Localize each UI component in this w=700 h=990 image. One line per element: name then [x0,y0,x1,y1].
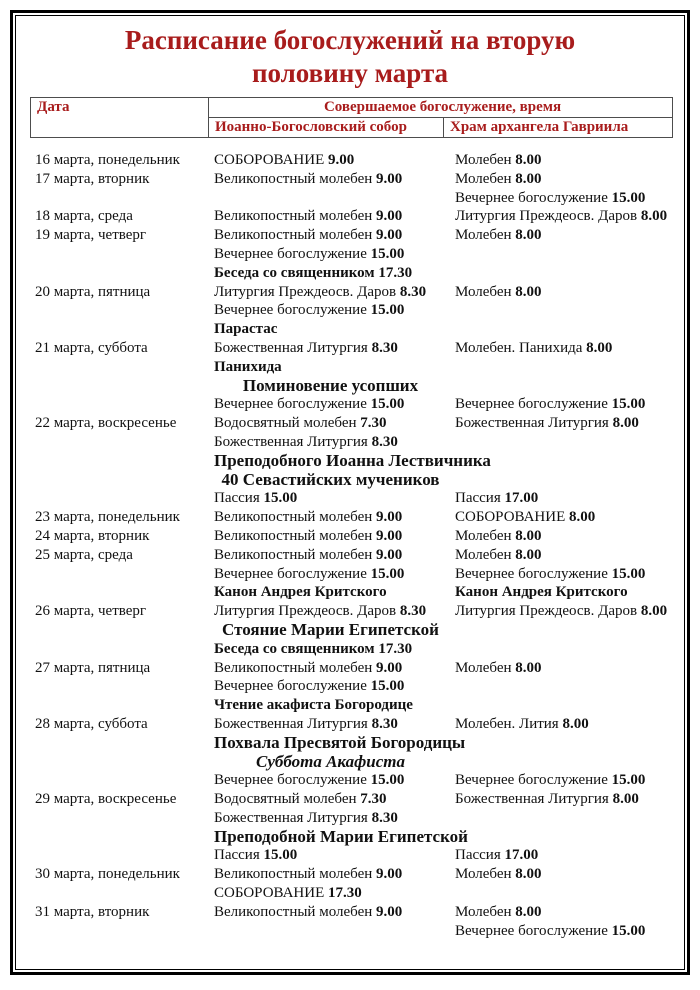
church-service-cell [455,320,683,339]
service-name: СОБОРОВАНИЕ [455,509,570,526]
service-time: 9.00 [376,903,403,920]
service-name: Литургия Преждеосв. Даров [455,603,641,620]
date-cell: 30 марта, понедельник [35,866,180,883]
section-heading: Преподобной Марии Египетской [214,826,468,846]
service-name: СОБОРОВАНИЕ [214,885,329,902]
service-time: 8.00 [515,659,542,676]
table-row [30,508,683,527]
table-row [30,790,683,809]
service-name: Вечернее богослужение [455,396,612,413]
table-row [30,715,683,734]
service-time: 8.30 [399,603,427,620]
cathedral-service-cell [214,414,455,433]
service-time: 8.00 [562,715,589,732]
service-time: 9.00 [376,509,403,526]
date-cell [30,640,214,659]
service-time: 9.00 [376,546,403,563]
service-time: 9.00 [376,170,403,187]
schedule-header-table [30,97,673,138]
date-cell [30,809,214,828]
table-row [30,527,683,546]
service-time: 9.00 [376,866,403,883]
service-time: 15.00 [611,772,646,789]
service-time: 15.00 [611,565,646,582]
service-name: Великопостный молебен [214,546,377,563]
cathedral-service-cell [214,489,455,508]
service-name: Божественная Литургия [214,809,372,826]
service-name: Божественная Литургия [214,339,372,356]
church-service-cell [455,583,683,602]
table-row [30,170,683,189]
service-time: 8.00 [515,170,542,187]
cathedral-service-cell [214,151,455,170]
date-cell [30,245,214,264]
service-time: 8.00 [569,509,596,526]
church-service-cell [455,189,683,208]
service-time: 7.30 [360,791,387,808]
section-heading-row [30,377,683,396]
section-heading: Преподобного Иоанна Лествичника [214,450,491,470]
cathedral-service-cell [214,264,455,283]
service-time: 15.00 [370,302,405,319]
service-name: Вечернее богослужение [455,189,612,206]
church-service-cell [455,922,683,941]
table-row [30,659,683,678]
date-cell: 22 марта, воскресенье [35,415,177,432]
page-title-line1: Расписание богослужений на вторую [124,25,576,55]
table-row [30,922,683,941]
service-name: Чтение акафиста Богородице [214,697,413,714]
church-service-cell [455,546,683,565]
service-name: Литургия Преждеосв. Даров [214,603,400,620]
table-row [30,640,683,659]
date-cell [30,771,214,790]
table-row [30,414,683,433]
service-time: 9.00 [328,152,355,168]
table-row [30,884,683,903]
service-name: Канон Андрея Критского [455,584,628,601]
service-name: Вечернее богослужение [455,565,612,582]
table-row [30,245,683,264]
date-cell [30,884,214,903]
date-cell [30,264,214,283]
service-time: 9.00 [376,527,403,544]
table-row [30,226,683,245]
church-service-cell [455,640,683,659]
service-name: Молебен [455,866,516,883]
cathedral-service-cell [214,207,455,226]
cathedral-service-cell [214,809,455,828]
service-name: Молебен [455,170,516,187]
section-heading: Поминовение усопших [242,375,419,395]
cathedral-service-cell [214,583,455,602]
service-name: Великопостный молебен [214,659,377,676]
table-row [30,583,683,602]
cathedral-service-cell [214,508,455,527]
service-time: 8.30 [371,809,398,826]
header-cathedral-cell: Иоанно-Богословский собор [209,118,444,138]
date-cell: 29 марта, воскресенье [35,791,177,808]
date-cell [30,433,214,452]
service-time: 15.00 [370,772,405,789]
service-name: Канон Андрея Критского [214,584,387,601]
section-heading: Стояние Марии Египетской [222,619,439,639]
service-time: 8.00 [515,546,542,563]
service-time: 15.00 [611,922,646,939]
service-time: 15.00 [263,847,298,864]
date-cell [30,301,214,320]
cathedral-service-cell [214,696,455,715]
header-services-cell: Совершаемое богослужение, время [209,98,673,118]
date-cell: 24 марта, вторник [35,527,150,544]
page-content [17,17,683,940]
church-service-cell [455,659,683,678]
church-service-cell [455,696,683,715]
service-name: Вечернее богослужение [214,302,371,319]
service-name: Вечернее богослужение [214,396,371,413]
church-service-cell [455,846,683,865]
date-cell: 26 марта, четверг [35,603,147,620]
service-name: Водосвятный молебен [214,791,361,808]
cathedral-service-cell [214,283,455,302]
church-service-cell [455,301,683,320]
service-time: 8.30 [399,283,427,300]
date-cell [30,583,214,602]
service-name: Вечернее богослужение [214,245,371,262]
date-cell: 17 марта, вторник [35,170,150,187]
service-time: 8.00 [612,791,639,808]
cathedral-service-cell [214,865,455,884]
date-cell [30,358,214,377]
service-name: Великопостный молебен [214,527,377,544]
date-cell: 23 марта, понедельник [35,509,180,526]
table-row [30,846,683,865]
service-name: Пассия [455,847,505,864]
date-cell [30,395,214,414]
table-row [30,320,683,339]
cathedral-service-cell [214,640,455,659]
service-time: 8.00 [515,903,542,920]
table-row [30,771,683,790]
date-cell: 28 марта, суббота [35,715,148,732]
service-name: Молебен [455,659,516,676]
service-name: СОБОРОВАНИЕ [214,152,329,168]
service-name: Пассия [455,490,505,507]
table-row [30,207,683,226]
header-date-cell: Дата [31,98,209,138]
service-name: Пассия [214,847,264,864]
cathedral-service-cell [214,903,455,922]
schedule-body [30,151,683,940]
service-time: 9.00 [376,208,403,225]
cathedral-service-cell [214,189,455,208]
church-service-cell [455,771,683,790]
church-service-cell [455,226,683,245]
service-time: 8.00 [612,415,639,432]
cathedral-service-cell [214,846,455,865]
church-service-cell [455,358,683,377]
date-cell [30,846,214,865]
service-time: 8.00 [586,339,613,356]
date-cell [30,677,214,696]
table-row [30,301,683,320]
church-service-cell [455,245,683,264]
church-service-cell [455,207,683,226]
table-row [30,339,683,358]
service-name: Вечернее богослужение [214,565,371,582]
service-time: 8.00 [515,527,542,544]
service-time: 8.30 [371,339,398,356]
date-cell [30,696,214,715]
page-title [17,24,683,90]
cathedral-service-cell [214,677,455,696]
cathedral-service-cell [214,884,455,903]
cathedral-service-cell [214,395,455,414]
date-cell: 18 марта, среда [35,208,133,225]
service-name: Великопостный молебен [214,227,377,244]
service-name: Молебен [455,527,516,544]
church-service-cell [455,677,683,696]
cathedral-service-cell [214,358,455,377]
cathedral-service-cell [214,320,455,339]
church-service-cell [455,602,683,621]
page-title-line2: половину марта [251,58,449,88]
cathedral-service-cell [214,715,455,734]
service-name: Великопостный молебен [214,170,377,187]
service-time: 8.30 [371,433,398,450]
table-row [30,602,683,621]
date-cell [30,565,214,584]
service-time: 7.30 [360,415,387,432]
service-name: Великопостный молебен [214,866,377,883]
table-row [30,189,683,208]
service-name: Божественная Литургия [214,433,372,450]
header-row-1 [31,98,673,118]
service-time: 8.00 [640,603,668,620]
service-time: 8.00 [515,283,542,300]
service-name: Вечернее богослужение [455,772,612,789]
church-service-cell [455,790,683,809]
section-heading-row [30,452,683,471]
service-name: Божественная Литургия [214,715,372,732]
table-row [30,151,683,170]
service-name: Вечернее богослужение [214,678,371,695]
service-time: 15.00 [370,678,405,695]
church-service-cell [455,715,683,734]
cathedral-service-cell [214,602,455,621]
section-heading-row [30,828,683,847]
table-row [30,546,683,565]
table-row [30,283,683,302]
service-name: Молебен [455,152,516,168]
cathedral-service-cell [214,546,455,565]
service-time: 17.30 [378,264,413,281]
date-cell: 27 марта, пятница [35,659,151,676]
cathedral-service-cell [214,790,455,809]
section-heading: Похвала Пресвятой Богородицы [214,732,466,752]
header-church-cell: Храм архангела Гавриила [444,118,673,138]
section-heading-row [30,753,683,772]
service-name: Божественная Литургия [455,791,613,808]
church-service-cell [455,395,683,414]
service-name: Молебен. Панихида [455,339,587,356]
section-heading-row [30,621,683,640]
service-name: Молебен [455,903,516,920]
service-time: 17.30 [378,640,413,657]
service-name: Беседа со священником [214,640,379,657]
section-heading-row [30,471,683,490]
service-time: 15.00 [370,565,405,582]
church-service-cell [455,903,683,922]
cathedral-service-cell [214,922,455,941]
service-time: 15.00 [611,396,646,413]
service-name: Беседа со священником [214,264,379,281]
section-heading: Суббота Акафиста [255,751,406,771]
service-time: 8.00 [640,208,668,225]
church-service-cell [455,170,683,189]
service-time: 17.30 [328,885,362,902]
cathedral-service-cell [214,565,455,584]
service-name: Божественная Литургия [455,415,613,432]
table-row [30,489,683,508]
date-cell: 19 марта, четверг [35,227,147,244]
service-name: Молебен. Лития [455,715,563,732]
church-service-cell [455,865,683,884]
cathedral-service-cell [214,170,455,189]
service-name: Литургия Преждеосв. Даров [455,208,641,225]
church-service-cell [455,151,683,170]
table-row [30,433,683,452]
church-service-cell [455,414,683,433]
service-time: 9.00 [376,227,403,244]
table-row [30,565,683,584]
date-cell: 21 марта, суббота [35,339,148,356]
table-row [30,264,683,283]
section-heading-row [30,734,683,753]
date-cell [30,922,214,941]
service-name: Панихида [214,358,282,375]
church-service-cell [455,489,683,508]
service-name: Вечернее богослужение [214,772,371,789]
table-row [30,903,683,922]
service-time: 8.00 [515,152,542,168]
church-service-cell [455,283,683,302]
cathedral-service-cell [214,771,455,790]
service-time: 15.00 [263,490,298,507]
church-service-cell [455,433,683,452]
service-time: 8.30 [371,715,398,732]
cathedral-service-cell [214,433,455,452]
service-name: Водосвятный молебен [214,415,361,432]
service-time: 9.00 [376,659,403,676]
service-name: Молебен [455,283,516,300]
date-cell: 25 марта, среда [35,546,133,563]
date-cell: 31 марта, вторник [35,903,150,920]
date-cell [30,189,214,208]
cathedral-service-cell [214,226,455,245]
date-cell: 20 марта, пятница [35,283,151,300]
date-cell [30,489,214,508]
service-time: 8.00 [515,227,542,244]
church-service-cell [455,527,683,546]
service-name: Великопостный молебен [214,208,377,225]
service-time: 15.00 [370,245,405,262]
cathedral-service-cell [214,301,455,320]
service-name: Пассия [214,490,264,507]
cathedral-service-cell [214,245,455,264]
service-time: 15.00 [611,189,646,206]
date-cell [30,320,214,339]
cathedral-service-cell [214,339,455,358]
church-service-cell [455,264,683,283]
table-row [30,677,683,696]
table-row [30,395,683,414]
church-service-cell [455,809,683,828]
table-row [30,865,683,884]
table-row [30,809,683,828]
table-row [30,358,683,377]
church-service-cell [455,508,683,527]
service-name: Вечернее богослужение [455,922,612,939]
service-name: Великопостный молебен [214,509,377,526]
service-name: Молебен [455,546,516,563]
service-time: 8.00 [515,866,542,883]
service-name: Молебен [455,227,516,244]
cathedral-service-cell [214,527,455,546]
church-service-cell [455,565,683,584]
service-name: Великопостный молебен [214,903,377,920]
church-service-cell [455,884,683,903]
service-name: Парастас [214,321,278,338]
date-cell: 16 марта, понедельник [35,152,180,168]
cathedral-service-cell [214,659,455,678]
church-service-cell [455,339,683,358]
table-row [30,696,683,715]
section-heading: 40 Севастийских мучеников [221,469,440,489]
service-name: Литургия Преждеосв. Даров [214,283,400,300]
service-time: 15.00 [370,396,405,413]
service-time: 17.00 [504,490,539,507]
service-time: 17.00 [504,847,539,864]
